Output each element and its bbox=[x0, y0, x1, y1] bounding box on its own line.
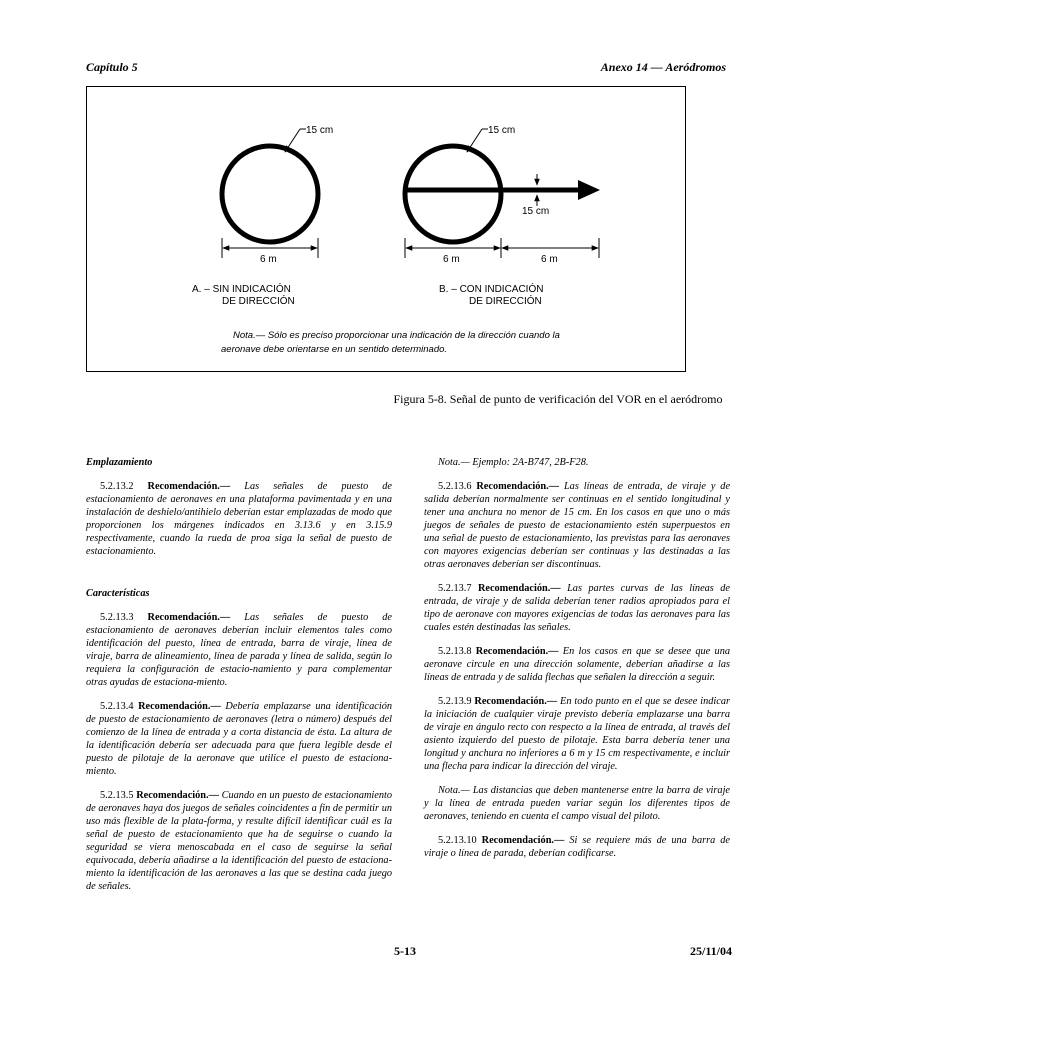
right-column bbox=[424, 456, 730, 871]
paragraph-5-2-13-9: 5.2.13.9 Recomendación.— En todo punto en el que se desee indicar la iniciación de cualquier viraje previsto debería emplazarse una barra de viraje en ángulo recto con respecto a la línea de entrada, al través del asiento izquierdo del puesto de pilotaje. Esta barra debería tener una longitud y anchura no inferiores a 6 m y 15 cm respectivamente, e incluir una flecha para indicar la dirección del viraje. bbox=[424, 696, 731, 772]
header-chapter: Capítulo 5 bbox=[86, 60, 138, 74]
section-heading-emplazamiento: Emplazamiento bbox=[86, 457, 153, 468]
direction-arrowhead bbox=[578, 180, 600, 200]
header-annex: Anexo 14 — Aeródromos bbox=[600, 60, 726, 74]
footer-date: 25/11/04 bbox=[689, 944, 732, 958]
circle-a bbox=[222, 146, 318, 242]
dim-15cm-a: 15 cm bbox=[306, 125, 334, 136]
note-example: Nota.— Ejemplo: 2A-B747, 2B-F28. bbox=[438, 457, 589, 468]
dim-15cm-arrow-width: 15 cm bbox=[522, 206, 550, 217]
figure-note-line2: aeronave debe orientarse en un sentido determinado. bbox=[221, 344, 448, 355]
figure-note-line1: Nota.— Sólo es preciso proporcionar una indicación de la dirección cuando la bbox=[233, 330, 560, 341]
dim-6m-a: 6 m bbox=[260, 254, 277, 265]
paragraph-5-2-13-4: 5.2.13.4 Recomendación.— Debería emplazarse una identificación de puesto de estacionamiento de aeronaves (letra o número) después del comienzo de la línea de entrada y a corta distancia de ésta. La altura de la identificación debería ser adecuada para que fuera legible desde el puesto de pilotaje de la aeronave que utilice el puesto de estaciona-miento. bbox=[86, 701, 393, 777]
label-b-line2: DE DIRECCIÓN bbox=[469, 296, 542, 307]
figure-caption: Figura 5-8. Señal de punto de verificación del VOR en el aeródromo bbox=[393, 392, 723, 406]
paragraph-5-2-13-10: 5.2.13.10 Recomendación.— Si se requiere más de una barra de viraje o línea de parada, deberían codificarse. bbox=[424, 835, 730, 859]
paragraph-5-2-13-2: 5.2.13.2 Recomendación.— Las señales de puesto de estacionamiento de aeronaves en una plataforma pavimentada y en una instalación de deshielo/antihielo deberían estar emplazadas de modo que proporcionen los márgenes indicados en 3.13.6 y en 3.15.9 respectivamente, cuando la rueda de proa siga la señal de puesto de estacionamiento. bbox=[86, 481, 392, 557]
paragraph-5-2-13-5: 5.2.13.5 Recomendación.— Cuando en un puesto de estacionamiento de aeronaves haya dos juegos de señales coincidentes a fin de permitir un uso más flexible de la plata-forma, y resulte difícil identificar cuál es la señal de puesto de estacionamiento que ha de seguirse o cuando la seguridad se viera menoscabada en el caso de seguirse la señal equivocada, debería añadirse a la identificación del puesto de estaciona-miento la identificación de las aeronaves a las que se destina cada juego de señales. bbox=[86, 790, 393, 892]
paragraph-5-2-13-8: 5.2.13.8 Recomendación.— En los casos en que se desee que una aeronave circule en una dirección solamente, deberían añadirse a las líneas de entrada y de salida flechas que señalen la dirección a seguir. bbox=[424, 646, 731, 683]
section-heading-caracteristicas: Características bbox=[86, 588, 150, 599]
dim-15cm-a-leader bbox=[285, 129, 300, 152]
label-a-line2: DE DIRECCIÓN bbox=[222, 296, 295, 307]
note-distances: Nota.— Las distancias que deben mantenerse entre la barra de viraje y la línea de entrada pueden variar según los diferentes tipos de aeronaves, teniendo en cuenta el campo visual del piloto. bbox=[424, 785, 730, 822]
paragraph-5-2-13-3: 5.2.13.3 Recomendación.— Las señales de puesto de estacionamiento de aeronaves deberían incluir elementos tales como identificación del puesto, línea de entrada, barra de viraje, línea de viraje, barra de alineamiento, línea de parada y línea de salida, según lo requiera la configuración de estacio-namiento y para complementar otras ayudas de estaciona-miento. bbox=[86, 612, 392, 688]
dim-6m-b1: 6 m bbox=[443, 254, 460, 265]
vor-marking-figure bbox=[0, 0, 1056, 400]
label-b-line1: B. – CON INDICACIÓN bbox=[439, 284, 544, 295]
dim-15cm-b: 15 cm bbox=[488, 125, 516, 136]
left-column bbox=[86, 456, 392, 904]
page-number: 5-13 bbox=[394, 944, 416, 958]
paragraph-5-2-13-6: 5.2.13.6 Recomendación.— Las líneas de entrada, de viraje y de salida deberían normalmente ser continuas en el sentido longitudinal y tener una anchura no menor de 15 cm. En los casos en que uno o más juegos de señales de puesto de estacionamiento estén superpuestos en una señal de puesto de estacionamiento, las previstas para las aeronaves con mayores exigencias deberían ser continuas y las destinadas a las otras aeronaves deberían ser discontinuas. bbox=[424, 481, 731, 570]
dim-6m-b2: 6 m bbox=[541, 254, 558, 265]
circle-b bbox=[405, 146, 501, 242]
paragraph-5-2-13-7: 5.2.13.7 Recomendación.— Las partes curvas de las líneas de entrada, de viraje y de salida deberían tener radios apropiados para el tipo de aeronave con mayores exigencias de todas las aeronaves para las cuales estén destinadas las señales. bbox=[424, 583, 730, 633]
label-a-line1: A. – SIN INDICACIÓN bbox=[192, 284, 291, 295]
